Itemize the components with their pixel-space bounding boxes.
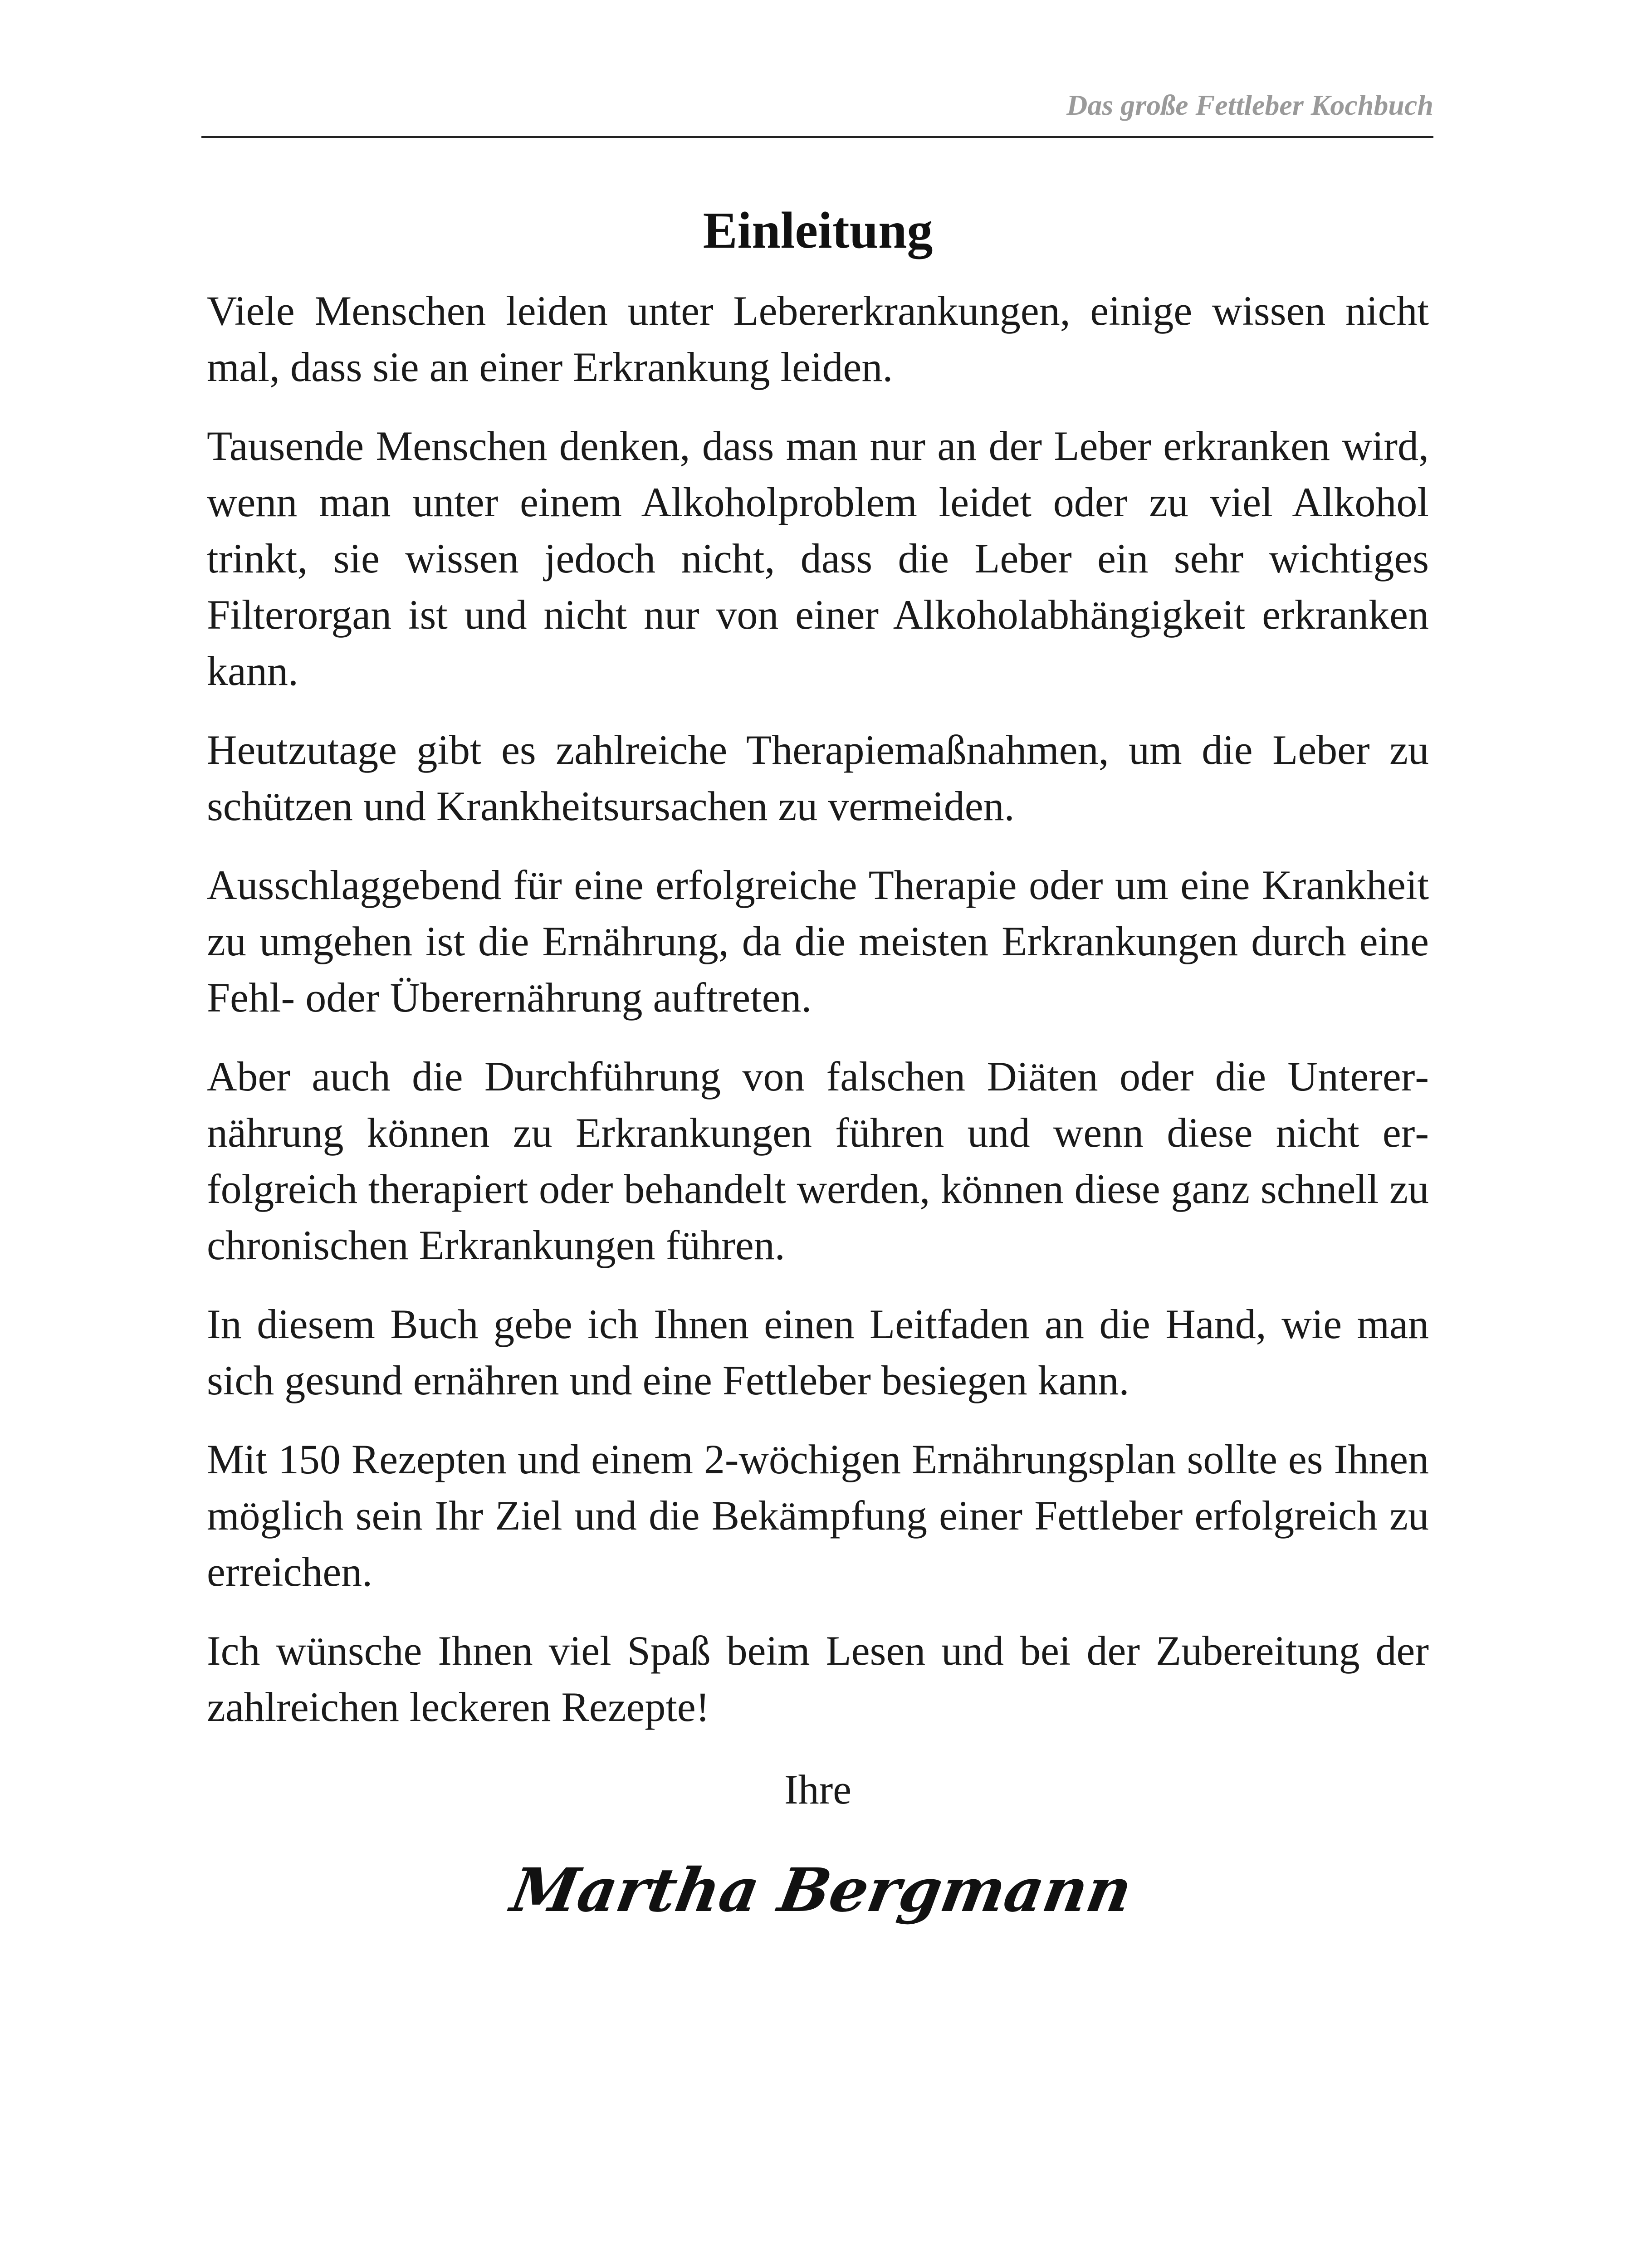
paragraph: Tausende Menschen denken, dass man nur an der Leber erkranken wird, wenn man unter einem Alkoholproblem leidet oder zu viel Alkohol trinkt, sie wissen jedoch nicht, dass die Leber ein sehr wichtiges Filterorgan ist und nicht nur von einer Alkoholabhängigkeit erkranken kann. bbox=[207, 422, 1429, 694]
page-body bbox=[207, 200, 1429, 1943]
running-header-title: Das große Fettleber Kochbuch bbox=[1066, 89, 1433, 121]
paragraph: Viele Menschen leiden unter Lebererkrankungen, einige wissen nicht mal, dass sie an einer Erkrankung leiden. bbox=[207, 287, 1429, 390]
paragraph: Aber auch die Durchführung von falschen Diäten oder die Unterernährung können zu Erkrankungen führen und wenn diese nicht erfolgreich therapiert oder behandelt werden, können diese ganz schnell zu chronischen Erkrankungen führen. bbox=[207, 1053, 1429, 1268]
author-signature bbox=[207, 1834, 1429, 1943]
chapter-title: Einleitung bbox=[703, 201, 933, 259]
signature-text: Martha Bergmann bbox=[506, 1855, 1137, 1926]
paragraph: Mit 150 Rezepten und einem 2-wöchigen Ernährungsplan sollte es Ihnen möglich sein Ihr Ziel und die Bekämpfung einer Fettleber erfolgreich zu erreichen. bbox=[207, 1436, 1429, 1595]
header-rule bbox=[201, 136, 1433, 138]
paragraph: In diesem Buch gebe ich Ihnen einen Leitfaden an die Hand, wie man sich gesund ernähren und eine Fettleber besiegen kann. bbox=[207, 1300, 1429, 1403]
paragraph: Ausschlaggebend für eine erfolgreiche Therapie oder um eine Krankheit zu umgehen ist die Ernährung, da die meisten Erkrankungen durch eine Fehl- oder Überernährung auftreten. bbox=[207, 861, 1429, 1021]
paragraph: Ich wünsche Ihnen viel Spaß beim Lesen und bei der Zubereitung der zahlreichen leckeren Rezepte! bbox=[207, 1627, 1429, 1730]
paragraph: Heutzutage gibt es zahlreiche Therapiemaßnahmen, um die Leber zu schützen und Krankheitsursachen zu vermeiden. bbox=[207, 726, 1429, 829]
closing-salutation: Ihre bbox=[784, 1766, 852, 1813]
signature-graphic bbox=[506, 1834, 1137, 1943]
